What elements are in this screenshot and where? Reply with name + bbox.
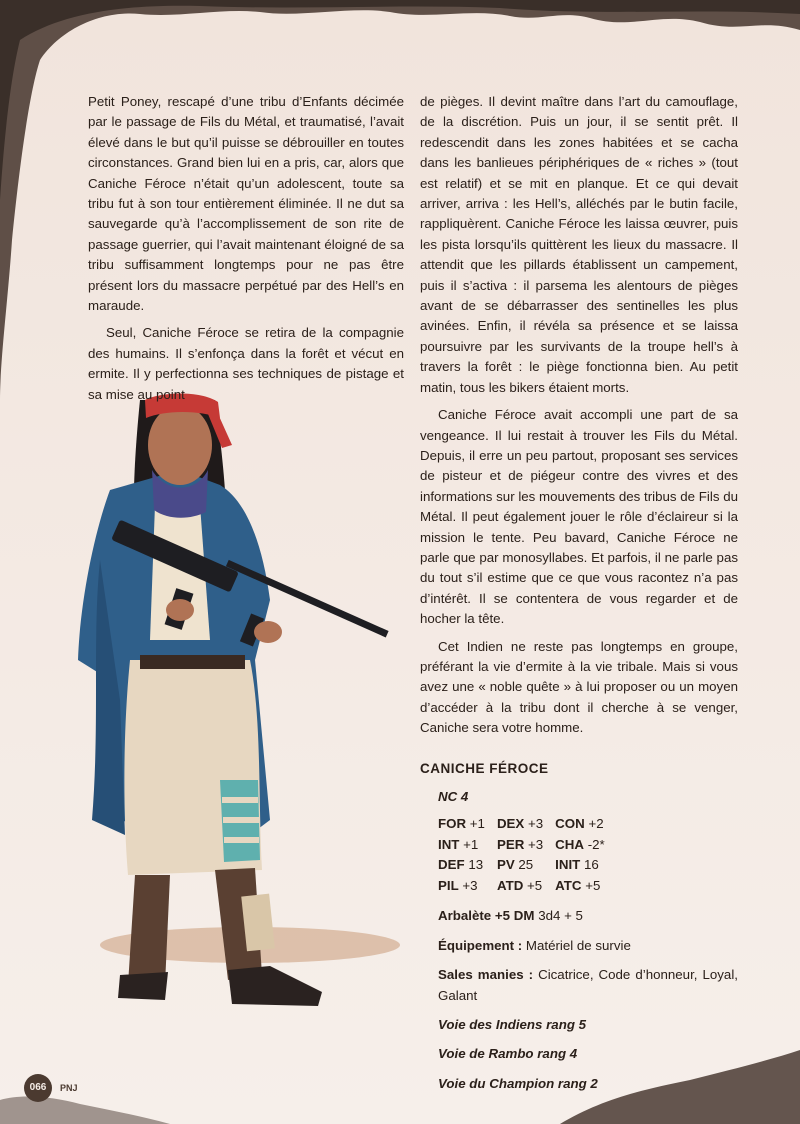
body-paragraph: de pièges. Il devint maître dans l’art du camouflage, de la discrétion. Puis un jour, il se sentit prêt. Il redescendit dans les zones habitées et se cacha dans les banlieues périphériques de « riches » (tout est relatif) et se mit en planque. Et ce qui devait arriver, arriva : les Hell’s, alléchés par le butin facile, rappliquèrent. Caniche Féroce les laissa œuvrer, puis les pista lorsqu’ils quittèrent les lieux du massacre. Il attendit que les pillards établissent un campement, puis il s’activa : il parsema les alentours de pièges avant de se débarrasser des sentinelles les plus avinées. Enfin, il révéla sa présence et se laissa poursuivre par les survivants de la troupe hell’s à travers la forêt : le piège fonctionna bien. Au petit matin, tous les bikers étaient morts. [420, 94, 738, 395]
stat-row: DEF 13 PV 25 INIT 16 [438, 857, 599, 873]
stat-row: PIL +3 ATD +5 ATC +5 [438, 877, 601, 893]
equipment-line: Équipement : Matériel de survie [438, 937, 631, 953]
attack-line: Arbalète +5 DM 3d4 + 5 [438, 908, 583, 924]
npc-level: NC 4 [438, 789, 469, 804]
body-paragraph: Petit Poney, rescapé d’une tribu d’Enfants décimée par le passage de Fils du Métal, et traumatisé, l’avait élevé dans le but qu’il puisse se débrouiller en toutes circonstances. Grand bien lui en a pris, car, alors que Caniche Féroce n’était qu’un adolescent, toute sa tribu fut à son tour entièrement éliminée. Il ne dut sa sauvegarde qu’à l’accomplissement de son rite de passage guerrier, qui l’avait maintenant éloigné de sa tribu suffisamment longtemps pour ne pas être présent lors du massacre perpétué par des Hell’s en maraude. [88, 94, 404, 314]
manias-line: Sales manies : Cicatrice, Code d’honneur, Loyal, Galant [438, 967, 738, 1003]
section-label: PNJ [60, 1083, 78, 1093]
npc-stat-title: CANICHE FÉROCE [420, 760, 549, 776]
path-line: Voie du Champion rang 2 [438, 1075, 598, 1091]
path-line: Voie de Rambo rang 4 [438, 1046, 578, 1062]
stat-row: INT +1 PER +3 CHA -2* [438, 836, 605, 852]
stat-row: FOR +1 DEX +3 CON +2 [438, 816, 604, 832]
path-line: Voie des Indiens rang 5 [438, 1017, 587, 1033]
left-text-column [88, 92, 404, 412]
body-paragraph: Seul, Caniche Féroce se retira de la compagnie des humains. Il s’enfonça dans la forêt et vécut en ermite. Il y perfectionna ses techniques de pistage et sa mise au point [88, 325, 404, 402]
body-paragraph: Cet Indien ne reste pas longtemps en groupe, préférant la vie d’ermite à la vie tribale. Mais si vous avez une « noble quête » à lui proposer ou un moyen d’accéder à la tribu dont il cherche à se venger, Caniche sera votre homme. [420, 638, 738, 736]
npc-stat-block [438, 787, 738, 1094]
right-text-column [420, 92, 738, 1103]
page-number: 066 [24, 1074, 52, 1102]
stat-table [438, 814, 617, 896]
body-paragraph: Caniche Féroce avait accompli une part de sa vengeance. Il lui restait à trouver les Fils du Métal. Depuis, il erre un peu partout, proposant ses services de pisteur et de piégeur contre des vivres et des informations sur les mouvements des tribus de Fils du Métal. Il peut également jouer le rôle d’éclaireur si la mission le tente. Peu bavard, Caniche Féroce ne parle que par monosyllabes. Et parfois, il ne parle pas du tout s’il estime que ce que vous racontez n’a pas d’intérêt. Il se contentera de vous regarder et de hocher la tête. [420, 407, 738, 627]
